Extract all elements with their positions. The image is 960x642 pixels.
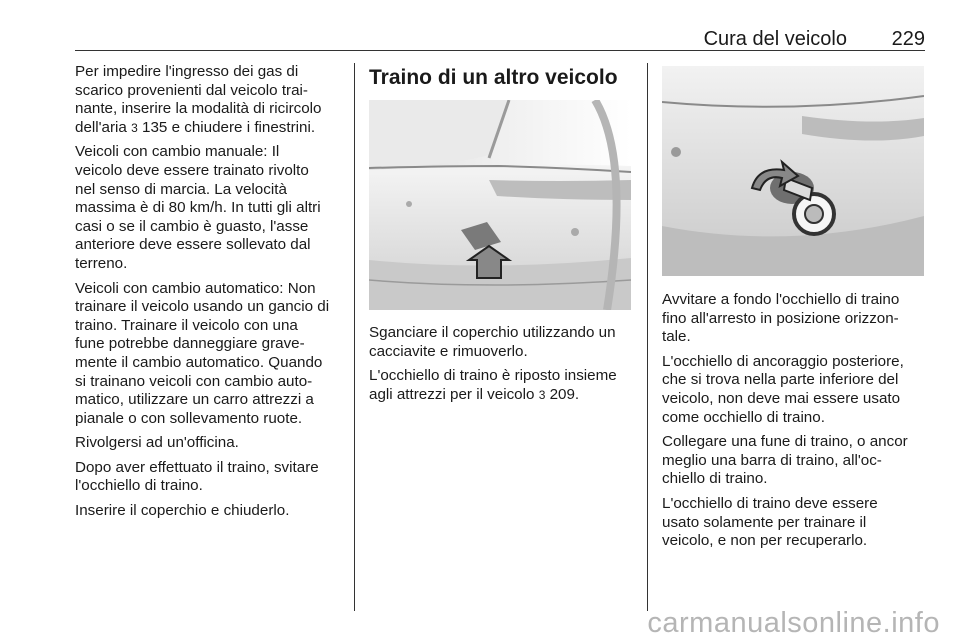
watermark: carmanualsonline.info [647,607,940,639]
paragraph-connect-rope: Collegare una fune di traino, o ancor meglio una barra di traino, all'oc- chiello di traino. [662,433,908,488]
page-number: 229 [891,28,925,50]
header-rule [75,50,925,51]
column-right-text [662,291,927,557]
page-header [75,28,925,50]
column-divider [647,63,648,611]
paragraph-anchor-eye-warning: L'occhiello di ancoraggio posteriore, che si trova nella parte inferiore del veicolo, non deve mai essere usato come occhiello di traino. [662,352,904,426]
paragraph-automatic-gearbox: Veicoli con cambio automatico: Non trainare il veicolo usando un gancio di traino. Trainare il veicolo con una fune potrebbe danneggiare grave- mente il cambio automatico. Quando si trainano veicoli con cambio auto- matico, utilizzare un carro attrezzi a pianale o con sollevamento ruote. [75,279,330,427]
column-left [75,63,345,527]
paragraph-tow-only: L'occhiello di traino deve essere usato solamente per trainare il veicolo, e non per recuperarlo. [662,494,878,550]
column-divider [354,63,355,611]
column-middle-text [369,324,637,410]
paragraph-remove-cover: Sganciare il coperchio utilizzando un cacciavite e rimuoverlo. [369,324,616,360]
chapter-title: Cura del veicolo [703,28,847,50]
tow-eye-screw-in-illustration [662,66,924,276]
paragraph-workshop: Rivolgersi ad un'officina. [75,434,239,452]
paragraph-screw-eye: Avvitare a fondo l'occhiello di traino fino all'arresto in posizione orizzon- tale. [662,291,900,346]
paragraph-manual-gearbox: Veicoli con cambio manuale: Il veicolo deve essere trainato rivolto nel senso di marcia. La velocità massima è di 80 km/h. In tutti gli altri casi o se il cambio è guasto, l'asse anteriore deve essere sollevato dal terreno. [75,143,321,272]
paragraph-tow-eye-stored: L'occhiello di traino è riposto insieme agli attrezzi per il veicolo 3 209. [369,367,617,403]
paragraph-unscrew-eye: Dopo aver effettuato il traino, svitare l'occhiello di traino. [75,458,319,495]
page-reference-icon: 3 [131,120,138,135]
page-reference-icon: 3 [538,387,546,402]
paragraph-insert-cover: Inserire il coperchio e chiuderlo. [75,502,290,520]
paragraph-exhaust: Per impedire l'ingresso dei gas di scarico provenienti dal veicolo trai- nante, inserire la modalità di ricircolo dell'aria 3 135 e chiudere i finestrini. [75,63,322,136]
section-title: Traino di un altro veicolo [369,66,618,89]
rear-bumper-cover-removal-illustration [369,100,631,310]
